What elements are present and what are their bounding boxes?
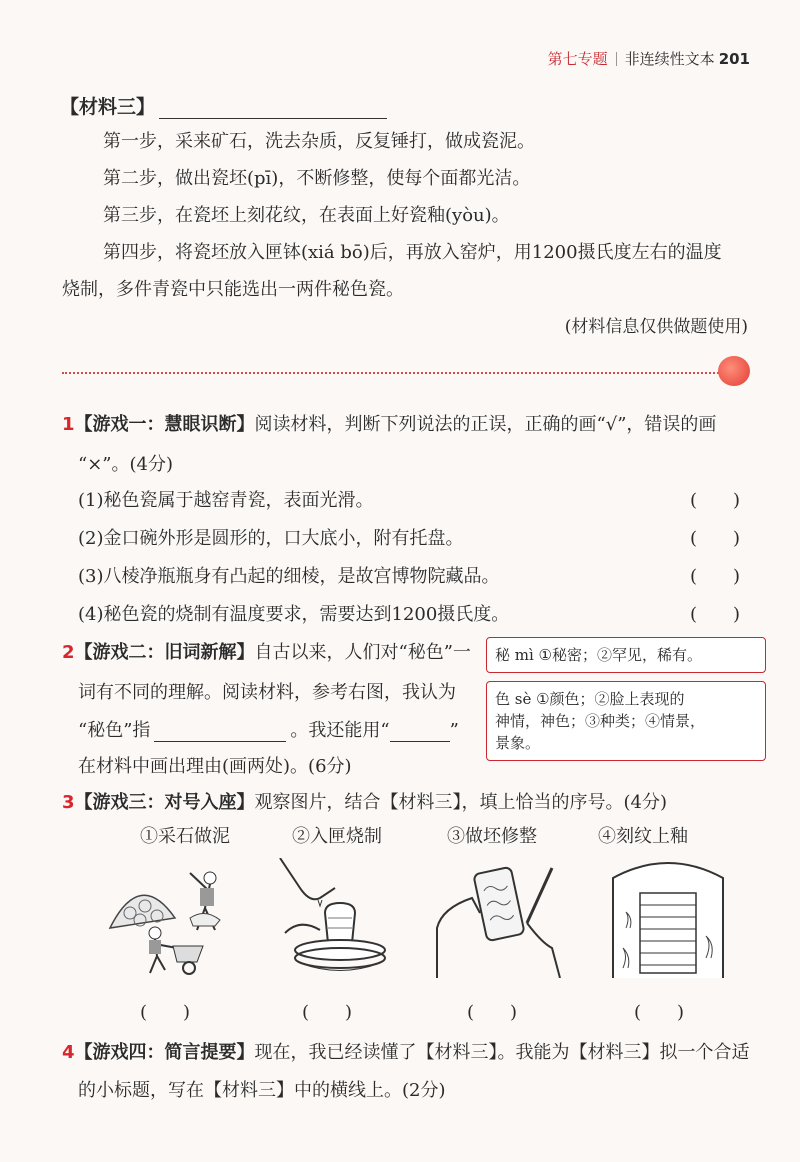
q1-number: 1 bbox=[62, 414, 75, 435]
q1-tag: 【游戏一：慧眼识断】 bbox=[74, 414, 255, 435]
material-step-2: 第二步，做出瓷坯(pī)，不断修整，使每个面都光洁。 bbox=[103, 168, 531, 189]
q2-tag: 【游戏二：旧词新解】 bbox=[74, 642, 255, 663]
q1-text-line2: “×”。(4分) bbox=[78, 454, 173, 475]
material-step-3: 第三步，在瓷坯上刻花纹，在表面上好瓷釉(yòu)。 bbox=[103, 205, 510, 226]
definition-mi bbox=[486, 637, 766, 673]
q1-text: 阅读材料，判断下列说法的正误，正确的画“√”，错误的画 bbox=[254, 414, 717, 435]
page-number: 201 bbox=[718, 50, 750, 68]
q3-option-1: ①采石做泥 bbox=[140, 826, 230, 847]
q1-answer-1[interactable]: ( ) bbox=[690, 490, 741, 511]
q2-line3-end: ” bbox=[449, 720, 459, 741]
material-title: 【材料三】 bbox=[60, 96, 156, 118]
q2-mark-blank[interactable] bbox=[390, 721, 450, 742]
q2-line4: 在材料中画出理由(画两处)。(6分) bbox=[78, 756, 352, 777]
q4-tag: 【游戏四：简言提要】 bbox=[74, 1042, 255, 1063]
q1-item-2: (2)金口碗外形是圆形的，口大底小，附有托盘。 bbox=[78, 528, 464, 549]
q3-text: 观察图片，结合【材料三】，填上恰当的序号。(4分) bbox=[254, 792, 668, 813]
q1-answer-3[interactable]: ( ) bbox=[690, 566, 741, 587]
q2-line3-mid: 。我还能用“ bbox=[290, 720, 390, 741]
q1-answer-4[interactable]: ( ) bbox=[690, 604, 741, 625]
q1-item-1: (1)秘色瓷属于越窑青瓷，表面光滑。 bbox=[78, 490, 374, 511]
material-title-row bbox=[60, 92, 387, 119]
definition-se-line3: 景象。 bbox=[495, 734, 541, 752]
material-note: (材料信息仅供做题使用) bbox=[564, 317, 748, 337]
quarry-illustration bbox=[105, 858, 235, 978]
page-header bbox=[548, 48, 750, 69]
q4-prompt bbox=[62, 1038, 750, 1064]
pottery-wheel-illustration bbox=[270, 858, 410, 978]
q2-number: 2 bbox=[62, 642, 75, 663]
q3-prompt bbox=[62, 788, 667, 814]
q3-tag: 【游戏三：对号入座】 bbox=[74, 792, 255, 813]
section-label: 非连续性文本 bbox=[624, 50, 715, 68]
material-step-4-cont: 烧制，多件青瓷中只能选出一两件秘色瓷。 bbox=[62, 279, 404, 300]
q3-answer-4[interactable]: ( ) bbox=[634, 1002, 685, 1023]
header-divider bbox=[616, 52, 617, 66]
kiln-illustration bbox=[608, 858, 728, 978]
q1-answer-2[interactable]: ( ) bbox=[690, 528, 741, 549]
q3-option-3: ③做坯修整 bbox=[447, 826, 537, 847]
q1-prompt bbox=[62, 410, 716, 436]
q2-meaning-blank[interactable] bbox=[154, 721, 286, 742]
yarn-ball-icon bbox=[718, 356, 750, 386]
section-divider bbox=[62, 372, 722, 374]
material-step-1: 第一步，采来矿石，洗去杂质，反复锤打，做成瓷泥。 bbox=[103, 131, 535, 152]
q3-answer-2[interactable]: ( ) bbox=[302, 1002, 353, 1023]
q3-answer-1[interactable]: ( ) bbox=[140, 1002, 191, 1023]
q3-option-2: ②入匣烧制 bbox=[292, 826, 382, 847]
q3-answer-3[interactable]: ( ) bbox=[467, 1002, 518, 1023]
q1-item-3: (3)八棱净瓶瓶身有凸起的细棱，是故宫博物院藏品。 bbox=[78, 566, 500, 587]
q1-item-4: (4)秘色瓷的烧制有温度要求，需要达到1200摄氏度。 bbox=[78, 604, 510, 625]
q4-line2: 的小标题，写在【材料三】中的横线上。(2分) bbox=[78, 1080, 446, 1101]
definition-se-line1: 色 sè ①颜色；②脸上表现的 bbox=[495, 690, 685, 708]
definition-se-line2: 神情，神色；③种类；④情景， bbox=[495, 712, 706, 730]
q2-line2: 词有不同的理解。阅读材料，参考右图，我认为 bbox=[78, 682, 456, 703]
q3-number: 3 bbox=[62, 792, 75, 813]
definition-mi-text: 秘 mì ①秘密；②罕见，稀有。 bbox=[495, 646, 703, 664]
material-step-4: 第四步，将瓷坯放入匣钵(xiá bō)后，再放入窑炉，用1200摄氏度左右的温度 bbox=[103, 242, 722, 263]
q2-line1: 自古以来，人们对“秘色”一 bbox=[254, 642, 471, 663]
q3-option-4: ④刻纹上釉 bbox=[598, 826, 688, 847]
carving-illustration bbox=[432, 858, 562, 978]
material-title-blank[interactable] bbox=[159, 98, 387, 119]
q2-prompt bbox=[62, 638, 471, 664]
q2-line3 bbox=[78, 716, 459, 742]
q2-line3-start: “秘色”指 bbox=[78, 720, 151, 741]
q4-line1: 现在，我已经读懂了【材料三】。我能为【材料三】拟一个合适 bbox=[254, 1042, 750, 1063]
q4-number: 4 bbox=[62, 1042, 75, 1063]
chapter-label: 第七专题 bbox=[547, 50, 608, 68]
definition-se bbox=[486, 681, 766, 761]
